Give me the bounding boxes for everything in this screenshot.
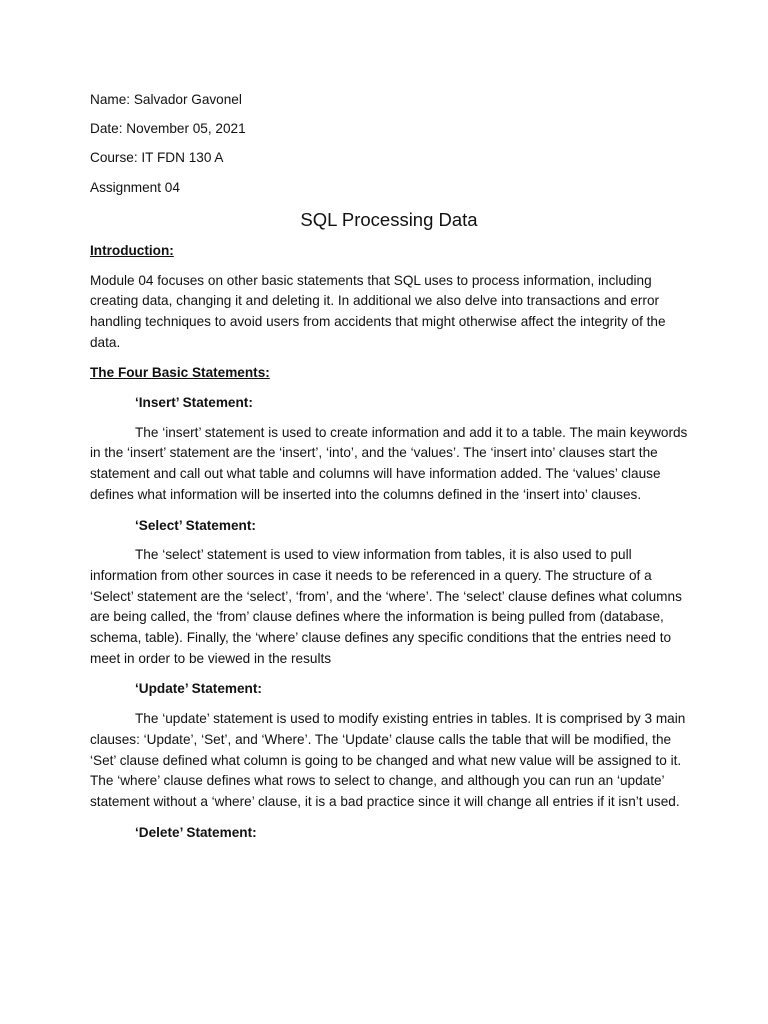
insert-statement-heading: ‘Insert’ Statement: (135, 395, 253, 411)
introduction-heading: Introduction: (90, 242, 174, 258)
date-line: Date: November 05, 2021 (90, 121, 246, 137)
delete-statement-heading: ‘Delete’ Statement: (135, 824, 257, 840)
introduction-paragraph: Module 04 focuses on other basic statements that SQL uses to process information, including creating data, changing it and deleting it. In additional we also delve into transactions and error handling techniques to avoid users from accidents that might otherwise affect the integrity of the data. (90, 272, 666, 350)
course-line: Course: IT FDN 130 A (90, 150, 224, 166)
assignment-line: Assignment 04 (90, 179, 180, 195)
select-statement-paragraph: The ‘select’ statement is used to view information from tables, it is also used to pull information from other sources in case it needs to be referenced in a query. The structure of a ‘Select’ statement are the ‘select’, ‘from’, and the ‘where’. The ‘select’ clause defines what columns are being called, the ‘from’ clause defines where the information is being pulled from (database, schema, table). Finally, the ‘where’ clause defines any specific conditions that the entries need to meet in order to be viewed in the results (90, 547, 682, 666)
update-statement-heading: ‘Update’ Statement: (135, 681, 262, 697)
author-name-line: Name: Salvador Gavonel (90, 92, 242, 107)
four-statements-heading: The Four Basic Statements: (90, 365, 270, 381)
select-statement-heading: ‘Select’ Statement: (135, 517, 256, 533)
insert-statement-paragraph: The ‘insert’ statement is used to create information and add it to a table. The main keywords in the ‘insert’ statement are the ‘insert’, ‘into’, and the ‘values’. The ‘insert into’ clauses start the statement and call out what table and columns will have information added. The ‘values’ clause defines what information will be inserted into the columns defined in the ‘insert into’ clauses. (90, 424, 688, 502)
document-title: SQL Processing Data (300, 208, 478, 230)
document-body (90, 90, 688, 852)
update-statement-paragraph: The ‘update’ statement is used to modify existing entries in tables. It is comprised by 3 main clauses: ‘Update’, ‘Set’, and ‘Where’. The ‘Update’ clause calls the table that will be modified, the ‘Set’ clause defined what column is going to be changed and what new value will be assigned to it. The ‘where’ clause defines what rows to select to change, and although you can run an ‘update’ statement without a ‘where’ clause, it is a bad practice since it will change all entries if it isn’t used. (90, 711, 686, 809)
